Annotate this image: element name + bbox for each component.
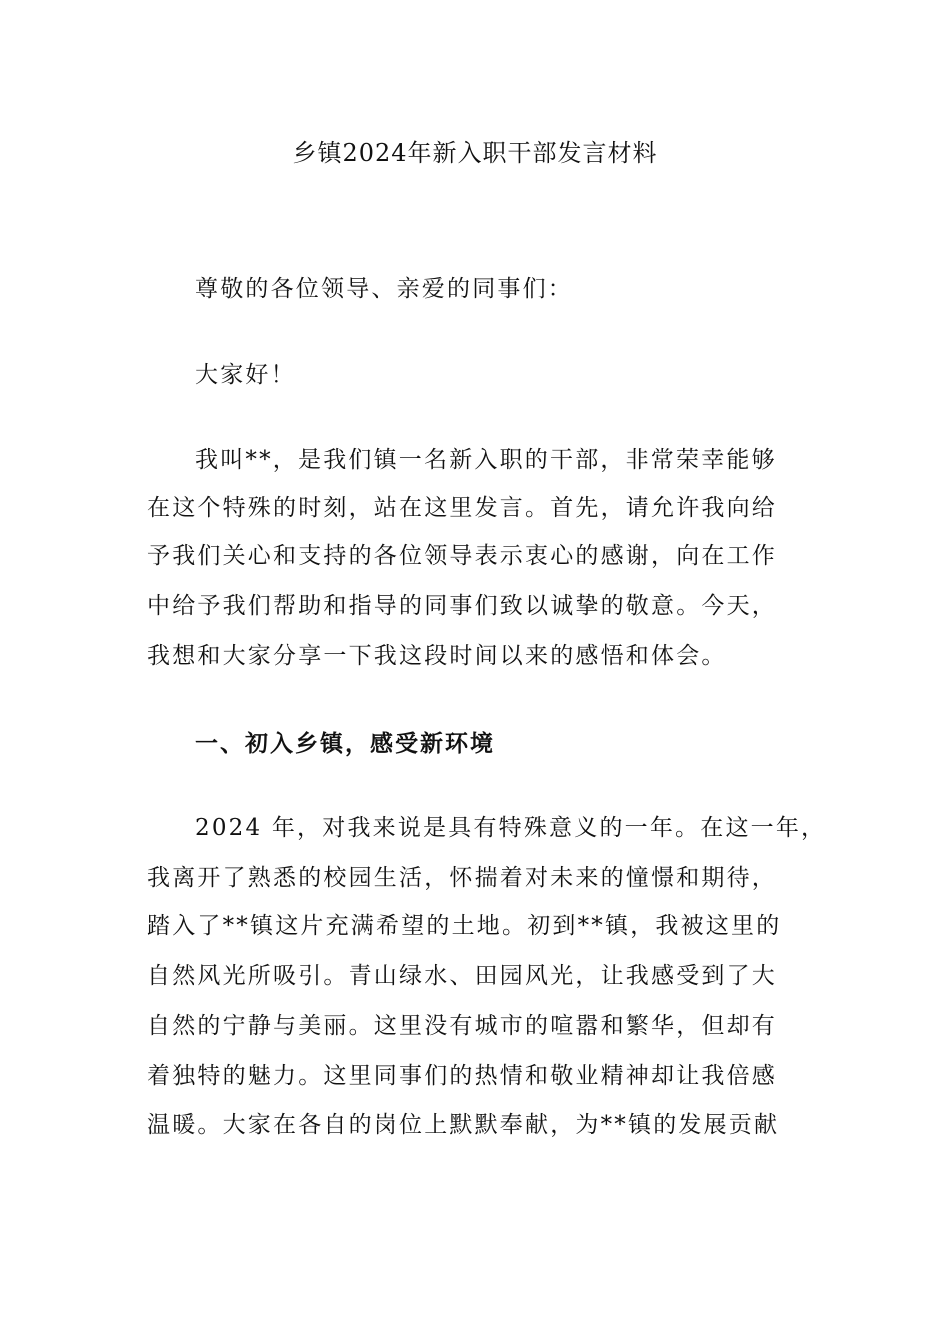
greeting: 大家好！ bbox=[195, 362, 296, 388]
paragraph-1-line: 我叫**，是我们镇一名新入职的干部，非常荣幸能够 bbox=[195, 447, 777, 473]
paragraph-2-line: 着独特的魅力。这里同事们的热情和敬业精神却让我倍感 bbox=[147, 1063, 777, 1089]
paragraph-1-line: 予我们关心和支持的各位领导表示衷心的感谢，向在工作 bbox=[147, 543, 777, 569]
document-title: 乡镇2024年新入职干部发言材料 bbox=[292, 139, 658, 167]
paragraph-1-line: 在这个特殊的时刻，站在这里发言。首先，请允许我向给 bbox=[147, 495, 777, 521]
paragraph-1-line: 中给予我们帮助和指导的同事们致以诚挚的敬意。今天， bbox=[147, 593, 777, 619]
salutation: 尊敬的各位领导、亲爱的同事们： bbox=[195, 276, 573, 302]
paragraph-2-line: 2024 年，对我来说是具有特殊意义的一年。在这一年， bbox=[195, 815, 827, 841]
paragraph-2-line: 温暖。大家在各自的岗位上默默奉献，为**镇的发展贡献 bbox=[147, 1112, 780, 1138]
paragraph-1-line: 我想和大家分享一下我这段时间以来的感悟和体会。 bbox=[147, 643, 727, 669]
section-heading: 一、初入乡镇，感受新环境 bbox=[195, 730, 495, 757]
paragraph-2-line: 踏入了**镇这片充满希望的土地。初到**镇，我被这里的 bbox=[147, 913, 782, 939]
paragraph-2-line: 我离开了熟悉的校园生活，怀揣着对未来的憧憬和期待， bbox=[147, 865, 777, 891]
paragraph-2-line: 自然风光所吸引。青山绿水、田园风光，让我感受到了大 bbox=[147, 963, 777, 989]
paragraph-2-line: 自然的宁静与美丽。这里没有城市的喧嚣和繁华，但却有 bbox=[147, 1013, 777, 1039]
